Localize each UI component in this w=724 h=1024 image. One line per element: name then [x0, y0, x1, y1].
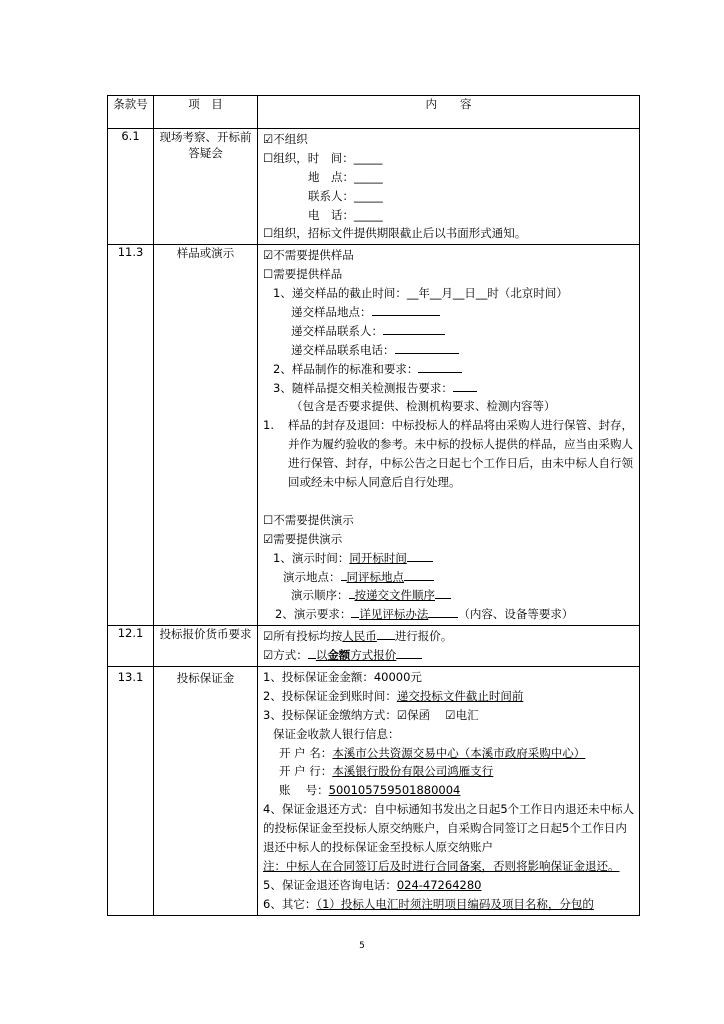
deposit-amount: 1、投标保证金金额：40000元	[263, 670, 422, 684]
account-name: 开 户 名：本溪市公共资源交易中心（本溪市政府采购中心）	[279, 745, 586, 760]
sample-report-requirement: 3、随样品提交相关检测报告要求：	[263, 379, 639, 398]
sample-storage-return	[263, 416, 639, 492]
other-info: 6、其它：（1）投标人电汇时须注明项目编码及项目名称，分包的	[263, 896, 594, 911]
option-no-demo: ☐不需要提供演示	[263, 512, 354, 527]
clause-number: 11.3	[108, 245, 154, 626]
sample-report-note: （包含是否要求提供、检测机构要求、检测内容等）	[291, 399, 556, 414]
option-meeting-time: ☐组织，时 间：_____	[263, 150, 383, 165]
clause-item: 样品或演示	[154, 245, 258, 626]
sample-deadline: 1、递交样品的截止时间：__年__月__日__时（北京时间）	[273, 286, 568, 301]
refund-method: 4、保证金退还方式：自中标通知书发出之日起5个工作日内退还未中标人的投标保证金至投标人原交纳账户，自采购合同签订之日起5个工作日内退还中标人的投标保证金至投标人原交纳账户	[263, 802, 635, 855]
option-written-notice: ☐组织，招标文件提供期限截止后以书面形式通知。	[263, 226, 527, 241]
list-text: 样品的封存及退回：中标投标人的样品将由采购人进行保管、封存，并作为履约验收的参考。未中标的投标人提供的样品，应当由采购人进行保管、封存，中标公告之日起七个工作日后，由未中标人自行领回或经未中标人同意后自行处理。	[288, 418, 633, 490]
tender-terms-table	[107, 95, 640, 916]
deposit-deadline: 2、投标保证金到账时间：递交投标文件截止时间前	[263, 688, 524, 703]
table-row-6-1	[108, 129, 640, 245]
meeting-contact: 联系人：_____	[308, 188, 383, 203]
option-no-meeting: ☑不组织	[263, 132, 308, 146]
header-clause-number: 条款号	[108, 96, 154, 129]
clause-item: 投标保证金	[154, 667, 258, 916]
clause-content	[258, 626, 640, 667]
option-need-demo: ☑需要提供演示	[263, 531, 343, 546]
clause-content	[258, 129, 640, 245]
bank-info-title: 保证金收款人银行信息：	[273, 726, 400, 741]
table-header-row	[108, 96, 640, 129]
clause-number: 12.1	[108, 626, 154, 667]
refund-note: 注：中标人在合同签订后及时进行合同备案，否则将影响保证金退还。	[263, 858, 620, 873]
clause-item	[154, 129, 258, 245]
sample-phone: 递交样品联系电话：	[263, 341, 639, 360]
meeting-phone: 电 话：_____	[308, 207, 383, 222]
demo-time: 1、演示时间：同开标时间	[263, 549, 639, 568]
clause-content	[258, 667, 640, 916]
deposit-method: 3、投标保证金缴纳方式：☑保函 ☑电汇	[263, 707, 479, 722]
clause-number: 6.1	[108, 129, 154, 245]
table-row-11-3	[108, 245, 640, 626]
list-marker: 1.	[263, 418, 274, 433]
option-no-sample: ☑不需要提供样品	[263, 248, 354, 263]
option-need-sample: ☐需要提供样品	[263, 267, 343, 282]
demo-requirement: 2、演示要求： 详见评标办法 （内容、设备等要求）	[275, 607, 574, 622]
quote-method-line: ☑方式： 以金额方式报价	[263, 646, 639, 665]
table-row-13-1	[108, 667, 640, 916]
refund-phone: 5、保证金退还咨询电话：024-47264280	[263, 877, 482, 892]
header-item: 项 目	[154, 96, 258, 129]
table-row-12-1	[108, 626, 640, 667]
meeting-place: 地 点：_____	[308, 169, 383, 184]
clause-item-line: 现场考察、开标前	[159, 130, 252, 144]
page-number: 5	[359, 941, 365, 951]
sample-standard: 2、样品制作的标准和要求：	[263, 360, 639, 379]
header-content: 内 容	[258, 96, 640, 129]
clause-number: 13.1	[108, 667, 154, 916]
bank-name: 开 户 行：本溪银行股份有限公司鸿雁支行	[279, 764, 494, 779]
sample-place: 递交样品地点：	[263, 303, 639, 322]
demo-order: 演示顺序： 按递交文件顺序	[263, 586, 639, 605]
sample-contact: 递交样品联系人：	[263, 322, 639, 341]
currency-line: ☑所有投标均按人民币 进行报价。	[263, 629, 453, 644]
clause-item: 投标报价货币要求	[154, 626, 258, 667]
account-number: 账 号：500105759501880004	[279, 783, 461, 798]
clause-item-line: 答疑会	[188, 146, 223, 160]
demo-place: 演示地点： 同评标地点	[263, 568, 639, 587]
clause-content	[258, 245, 640, 626]
